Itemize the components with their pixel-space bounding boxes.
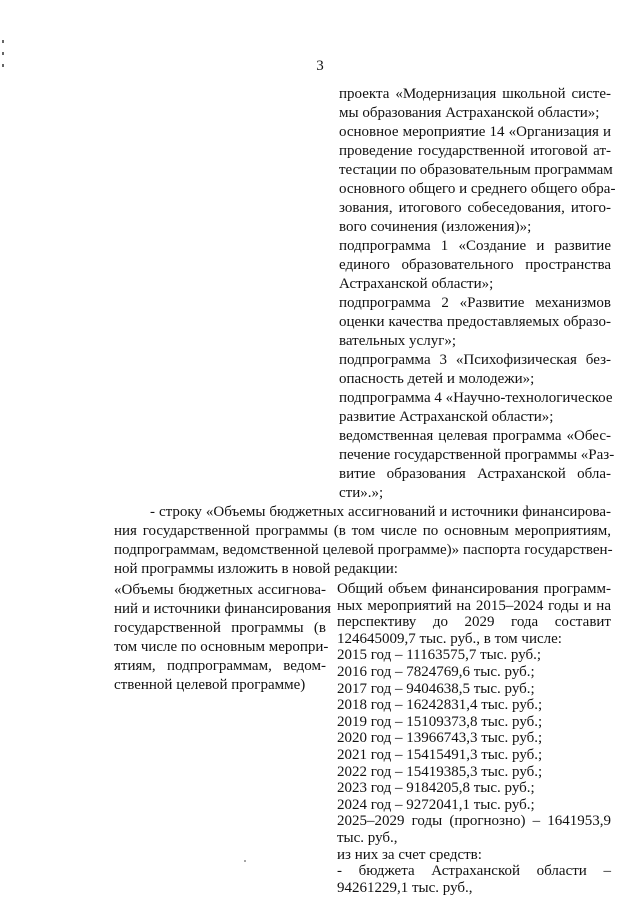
text-line: «Объемы бюджетных ассигнова- (114, 582, 326, 598)
text-line: витие образования Астраханской обла- (339, 466, 611, 482)
text-line: проекта «Модернизация школьной систе- (339, 86, 611, 102)
text-line: единого образовательного пространства (339, 257, 611, 273)
text-line: опасность детей и молодежи»; (339, 371, 535, 387)
text-line: развитие Астраханской области»; (339, 409, 554, 425)
text-line: печение государственной программы «Раз- (339, 447, 615, 463)
text-line: оценки качества предоставляемых образо- (339, 314, 611, 330)
text-line: тыс. руб., (337, 830, 398, 846)
text-line: из них за счет средств: (337, 847, 482, 863)
text-line: 2023 год – 9184205,8 тыс. руб.; (337, 780, 535, 796)
text-line: подпрограмма 2 «Развитие механизмов (339, 295, 611, 311)
text-line: ведомственная целевая программа «Обес- (339, 428, 611, 444)
text-line: - бюджета Астраханской области – (337, 863, 611, 879)
scan-artifact (2, 52, 4, 55)
text-line: Астраханской области»; (339, 276, 494, 292)
text-line: подпрограмма 3 «Психофизическая без- (339, 352, 611, 368)
text-line: основное мероприятие 14 «Организация и (339, 124, 611, 140)
text-line: сти».»; (339, 485, 384, 501)
text-line: зования, итогового собеседования, итого- (339, 200, 611, 216)
text-line: перспективу до 2029 года составит (337, 614, 611, 630)
text-line: ных мероприятий на 2015–2024 годы и на (337, 598, 611, 614)
text-line: 124645009,7 тыс. руб., в том числе: (337, 631, 562, 647)
text-line: подпрограмма 4 «Научно-технологическое (339, 390, 613, 406)
text-line: вательных услуг»; (339, 333, 457, 349)
text-line: подпрограммам, ведомственной целевой программе)» паспорта государствен- (114, 542, 613, 558)
text-line: мы образования Астраханской области»; (339, 105, 600, 121)
text-line: ний и источники финансирования (114, 601, 332, 617)
text-line: 2021 год – 15415491,3 тыс. руб.; (337, 747, 543, 763)
text-line: - строку «Объемы бюджетных ассигнований и источники финансирова- (150, 504, 611, 520)
text-line: 2017 год – 9404638,5 тыс. руб.; (337, 681, 535, 697)
text-line: 2018 год – 16242831,4 тыс. руб.; (337, 697, 543, 713)
text-line: 2025–2029 годы (прогнозно) – 1641953,9 (337, 813, 611, 829)
text-line: основного общего и среднего общего обра- (339, 181, 616, 197)
text-line: тестации по образовательным программам (339, 162, 613, 178)
text-line: государственной программы (в (114, 620, 326, 636)
text-line: ственной целевой программе) (114, 677, 306, 693)
text-line: 2019 год – 15109373,8 тыс. руб.; (337, 714, 543, 730)
text-line: вого сочинения (изложения)»; (339, 219, 532, 235)
text-line: 2015 год – 11163575,7 тыс. руб.; (337, 647, 542, 663)
text-line: 2022 год – 15419385,3 тыс. руб.; (337, 764, 543, 780)
scan-artifact (2, 40, 4, 43)
text-line: подпрограмма 1 «Создание и развитие (339, 238, 611, 254)
text-line: Общий объем финансирования программ- (337, 581, 611, 597)
text-line: ятиям, подпрограммам, ведом- (114, 658, 326, 674)
text-line: ния государственной программы (в том числе по основным мероприятиям, (114, 523, 611, 539)
scan-artifact (244, 860, 246, 862)
text-line: 2020 год – 13966743,3 тыс. руб.; (337, 730, 543, 746)
page-number: 3 (316, 58, 324, 74)
text-line: 2024 год – 9272041,1 тыс. руб.; (337, 797, 535, 813)
text-line: проведение государственной итоговой ат- (339, 143, 611, 159)
text-line: ной программы изложить в новой редакции: (114, 561, 398, 577)
text-line: том числе по основным меропри- (114, 639, 329, 655)
text-line: 2016 год – 7824769,6 тыс. руб.; (337, 664, 535, 680)
text-line: 94261229,1 тыс. руб., (337, 880, 473, 896)
